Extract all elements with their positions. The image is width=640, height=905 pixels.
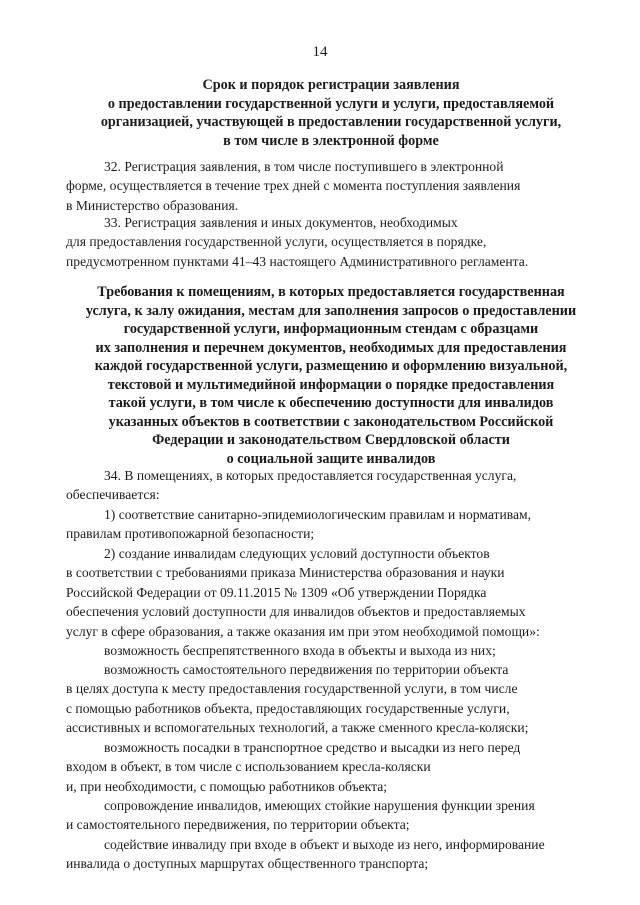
list-item-2 bbox=[66, 544, 602, 641]
text-line: 2) создание инвалидам следующих условий доступности объектов bbox=[104, 546, 490, 561]
text-line: обеспечивается: bbox=[66, 487, 160, 503]
sub-item-entrance bbox=[66, 641, 602, 660]
text-line: Российской Федерации от 09.11.2015 № 1309 «Об утверждении Порядка bbox=[66, 584, 487, 600]
text-line: ассистивных и вспомогательных технологий, а также сменного кресла-коляски; bbox=[66, 720, 529, 736]
section-heading-premises bbox=[66, 283, 596, 468]
heading-line: их заполнения и перечнем документов, необходимых для предоставления bbox=[95, 339, 567, 356]
page-number: 14 bbox=[312, 44, 328, 60]
text-line: содействие инвалиду при входе в объект и выходе из него, информирование bbox=[104, 837, 545, 852]
text-line: входом в объект, в том числе с использованием кресла-коляски bbox=[66, 759, 431, 775]
text-line: 1) соответствие санитарно-эпидемиологическим правилам и нормативам, bbox=[104, 507, 532, 522]
sub-item-assistance bbox=[66, 835, 602, 874]
text-line: в Министерство образования. bbox=[66, 197, 239, 213]
list-item-1 bbox=[66, 505, 602, 544]
text-line: в целях доступа к месту предоставления государственной услуги, в том числе bbox=[66, 681, 518, 697]
heading-line: Требования к помещениям, в которых предоставляется государственная bbox=[97, 284, 565, 300]
text-line: возможность самостоятельного передвижения по территории объекта bbox=[104, 662, 509, 677]
text-line: правилам противопожарной безопасности; bbox=[66, 526, 315, 542]
text-line: и, при необходимости, с помощью работников объекта; bbox=[66, 778, 388, 794]
text-line: 33. Регистрация заявления и иных документов, необходимых bbox=[104, 215, 458, 230]
text-line: и самостоятельного передвижения, по территории объекта; bbox=[66, 817, 410, 833]
text-line: инвалида о доступных маршрутах общественного транспорта; bbox=[66, 856, 429, 872]
sub-item-movement bbox=[66, 660, 602, 738]
heading-line: Федерации и законодательством Свердловской области bbox=[152, 432, 510, 448]
text-line: 32. Регистрация заявления, в том числе поступившего в электронной bbox=[104, 159, 504, 174]
heading-line: указанных объектов в соответствии с законодательством Российской bbox=[108, 413, 554, 430]
heading-line: такой услуги, в том числе к обеспечению доступности для инвалидов bbox=[108, 395, 554, 411]
text-line: с помощью работников объекта, предоставляющих государственные услуги, bbox=[66, 700, 510, 716]
paragraph-33 bbox=[66, 213, 602, 271]
heading-line: организацией, участвующей в предоставлении государственной услуги, bbox=[100, 114, 562, 130]
sub-item-transport bbox=[66, 738, 602, 796]
text-line: возможность беспрепятственного входа в объекты и выхода из них; bbox=[104, 643, 496, 658]
text-line: предусмотренном пунктами 41–43 настоящего Административного регламента. bbox=[66, 253, 529, 269]
heading-line: услуга, к залу ожидания, местам для заполнения запросов о предоставлении bbox=[85, 302, 577, 319]
text-line: обеспечения условий доступности для инвалидов объектов и предоставляемых bbox=[66, 604, 526, 620]
sub-item-escort bbox=[66, 796, 602, 835]
text-line: для предоставления государственной услуги, осуществляется в порядке, bbox=[66, 234, 487, 250]
heading-line: текстовой и мультимедийной информации о порядке предоставления bbox=[107, 376, 555, 393]
heading-line: государственной услуги, информационным стендам с образцами bbox=[123, 321, 539, 337]
text-line: услуг в сфере образования, а также оказания им при этом необходимой помощи»: bbox=[66, 623, 540, 639]
text-line: в соответствии с требованиями приказа Министерства образования и науки bbox=[66, 565, 505, 581]
heading-line: о предоставлении государственной услуги и услуги, предоставляемой bbox=[107, 95, 555, 112]
paragraph-34 bbox=[66, 466, 602, 505]
heading-line: Срок и порядок регистрации заявления bbox=[202, 77, 460, 93]
heading-line: о социальной защите инвалидов bbox=[226, 450, 436, 467]
heading-line: каждой государственной услуги, размещению и оформлению визуальной, bbox=[94, 358, 568, 374]
text-line: возможность посадки в транспортное средство и высадки из него перед bbox=[104, 740, 521, 755]
heading-line: в том числе в электронной форме bbox=[223, 132, 439, 149]
text-line: 34. В помещениях, в которых предоставляется государственная услуга, bbox=[104, 468, 517, 483]
section-heading-registration bbox=[66, 76, 596, 150]
text-line: сопровождение инвалидов, имеющих стойкие нарушения функции зрения bbox=[104, 798, 535, 813]
paragraph-32 bbox=[66, 157, 602, 215]
text-line: форме, осуществляется в течение трех дней с момента поступления заявления bbox=[66, 178, 521, 194]
